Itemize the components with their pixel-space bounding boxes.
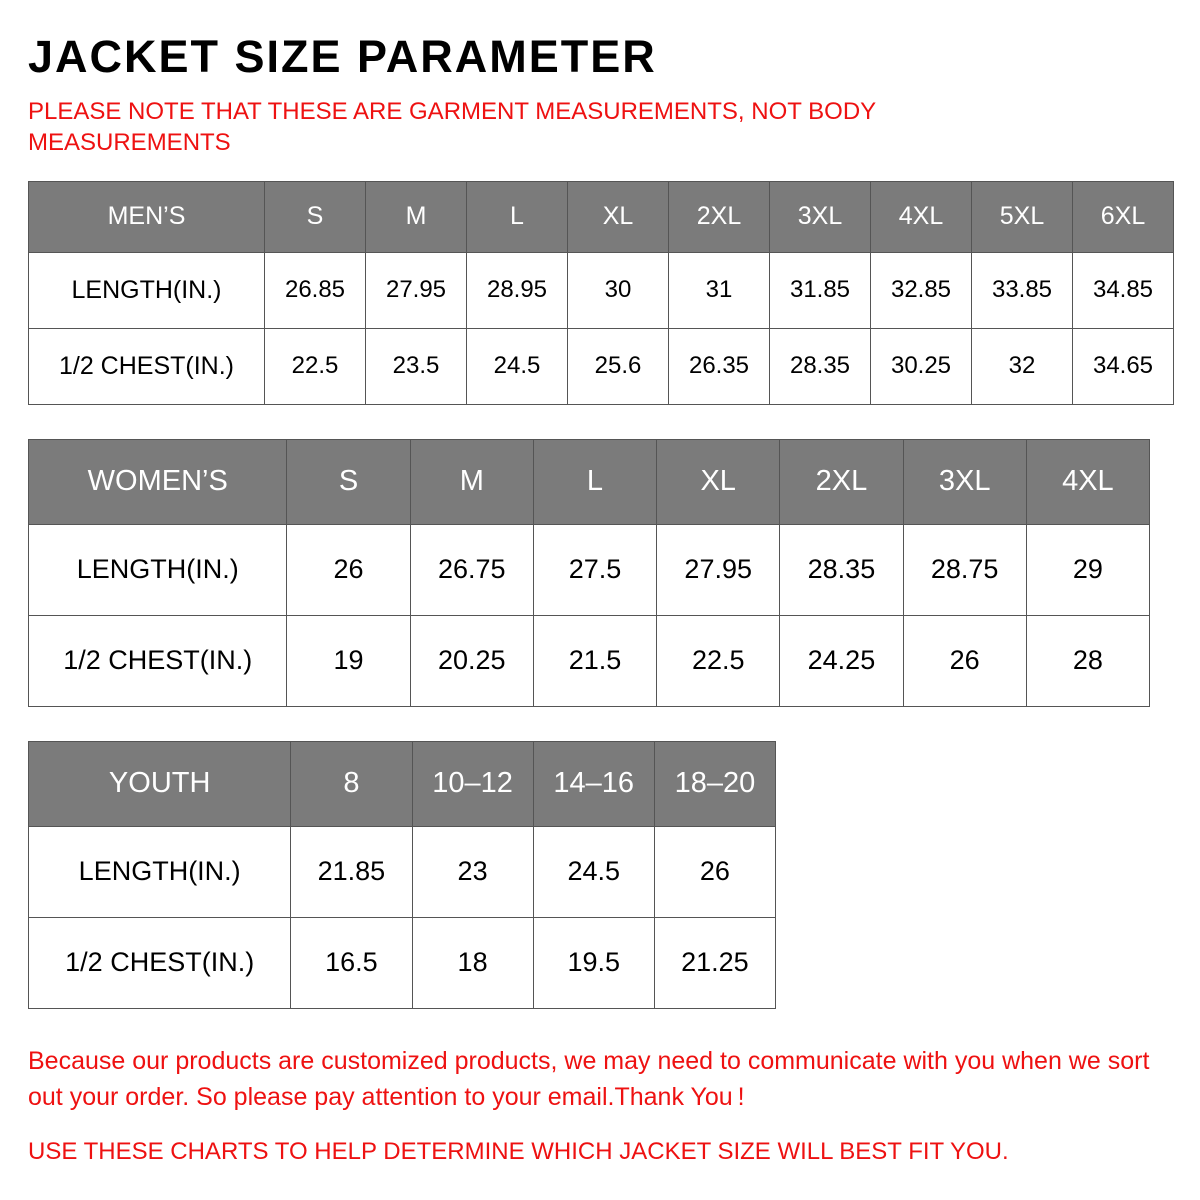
womens-header-label: WOMEN’S [29, 439, 287, 524]
table-cell: 18 [412, 917, 533, 1008]
mens-size-table [28, 181, 1174, 405]
table-row [29, 252, 1174, 328]
footer-paragraph-1: Because our products are customized products, we may need to communicate with you when we sort out your order. So please pay attention to your email.Thank You ! [28, 1046, 1150, 1112]
table-cell: 23 [412, 826, 533, 917]
table-cell: 26.85 [265, 252, 366, 328]
table-header-row [29, 181, 1174, 252]
measurement-note: PLEASE NOTE THAT THESE ARE GARMENT MEASUREMENTS, NOT BODY MEASUREMENTS [28, 97, 876, 157]
mens-size-header: 2XL [669, 181, 770, 252]
table-cell: 25.6 [568, 328, 669, 404]
table-cell: 34.65 [1073, 328, 1174, 404]
table-cell: 21.85 [291, 826, 412, 917]
table-cell: 26.75 [410, 524, 533, 615]
table-row [29, 615, 1150, 706]
table-cell: 28.95 [467, 252, 568, 328]
mens-size-header: M [366, 181, 467, 252]
row-label: 1/2 CHEST(IN.) [29, 615, 287, 706]
table-cell: 24.25 [780, 615, 903, 706]
table-cell: 22.5 [657, 615, 780, 706]
youth-size-table [28, 741, 776, 1009]
womens-size-header: 3XL [903, 439, 1026, 524]
mens-size-header: S [265, 181, 366, 252]
womens-size-header: M [410, 439, 533, 524]
table-cell: 23.5 [366, 328, 467, 404]
table-cell: 26 [903, 615, 1026, 706]
table-cell: 21.25 [654, 917, 775, 1008]
table-header-row [29, 439, 1150, 524]
table-cell: 26.35 [669, 328, 770, 404]
table-row [29, 328, 1174, 404]
youth-size-header: 18–20 [654, 741, 775, 826]
table-cell: 32 [972, 328, 1073, 404]
table-cell: 30 [568, 252, 669, 328]
table-cell: 19 [287, 615, 410, 706]
womens-size-header: 2XL [780, 439, 903, 524]
table-row [29, 524, 1150, 615]
womens-size-header: XL [657, 439, 780, 524]
womens-size-header: L [533, 439, 656, 524]
mens-size-header: 5XL [972, 181, 1073, 252]
table-cell: 33.85 [972, 252, 1073, 328]
footer-paragraph-2: USE THESE CHARTS TO HELP DETERMINE WHICH JACKET SIZE WILL BEST FIT YOU. [28, 1138, 1009, 1166]
page-title: JACKET SIZE PARAMETER [28, 31, 657, 82]
table-cell: 26 [287, 524, 410, 615]
table-cell: 27.95 [657, 524, 780, 615]
womens-size-header: 4XL [1026, 439, 1149, 524]
table-cell: 28.35 [780, 524, 903, 615]
table-cell: 21.5 [533, 615, 656, 706]
row-label: LENGTH(IN.) [29, 252, 265, 328]
row-label: LENGTH(IN.) [29, 826, 291, 917]
mens-size-header: L [467, 181, 568, 252]
table-cell: 29 [1026, 524, 1149, 615]
table-cell: 24.5 [467, 328, 568, 404]
table-cell: 28.75 [903, 524, 1026, 615]
row-label: 1/2 CHEST(IN.) [29, 917, 291, 1008]
mens-size-header: 6XL [1073, 181, 1174, 252]
womens-size-header: S [287, 439, 410, 524]
table-cell: 31 [669, 252, 770, 328]
womens-size-table [28, 439, 1150, 707]
footer-notes [28, 1043, 1168, 1170]
youth-header-label: YOUTH [29, 741, 291, 826]
mens-size-header: 3XL [770, 181, 871, 252]
mens-size-header: 4XL [871, 181, 972, 252]
table-cell: 26 [654, 826, 775, 917]
table-cell: 16.5 [291, 917, 412, 1008]
table-cell: 24.5 [533, 826, 654, 917]
table-row [29, 826, 776, 917]
mens-header-label: MEN’S [29, 181, 265, 252]
table-cell: 32.85 [871, 252, 972, 328]
table-cell: 28.35 [770, 328, 871, 404]
youth-size-header: 8 [291, 741, 412, 826]
table-cell: 31.85 [770, 252, 871, 328]
table-row [29, 917, 776, 1008]
table-cell: 30.25 [871, 328, 972, 404]
row-label: 1/2 CHEST(IN.) [29, 328, 265, 404]
table-cell: 28 [1026, 615, 1149, 706]
youth-size-header: 10–12 [412, 741, 533, 826]
row-label: LENGTH(IN.) [29, 524, 287, 615]
table-cell: 27.5 [533, 524, 656, 615]
table-cell: 34.85 [1073, 252, 1174, 328]
table-cell: 19.5 [533, 917, 654, 1008]
table-cell: 27.95 [366, 252, 467, 328]
table-cell: 20.25 [410, 615, 533, 706]
youth-size-header: 14–16 [533, 741, 654, 826]
table-header-row [29, 741, 776, 826]
mens-size-header: XL [568, 181, 669, 252]
table-cell: 22.5 [265, 328, 366, 404]
